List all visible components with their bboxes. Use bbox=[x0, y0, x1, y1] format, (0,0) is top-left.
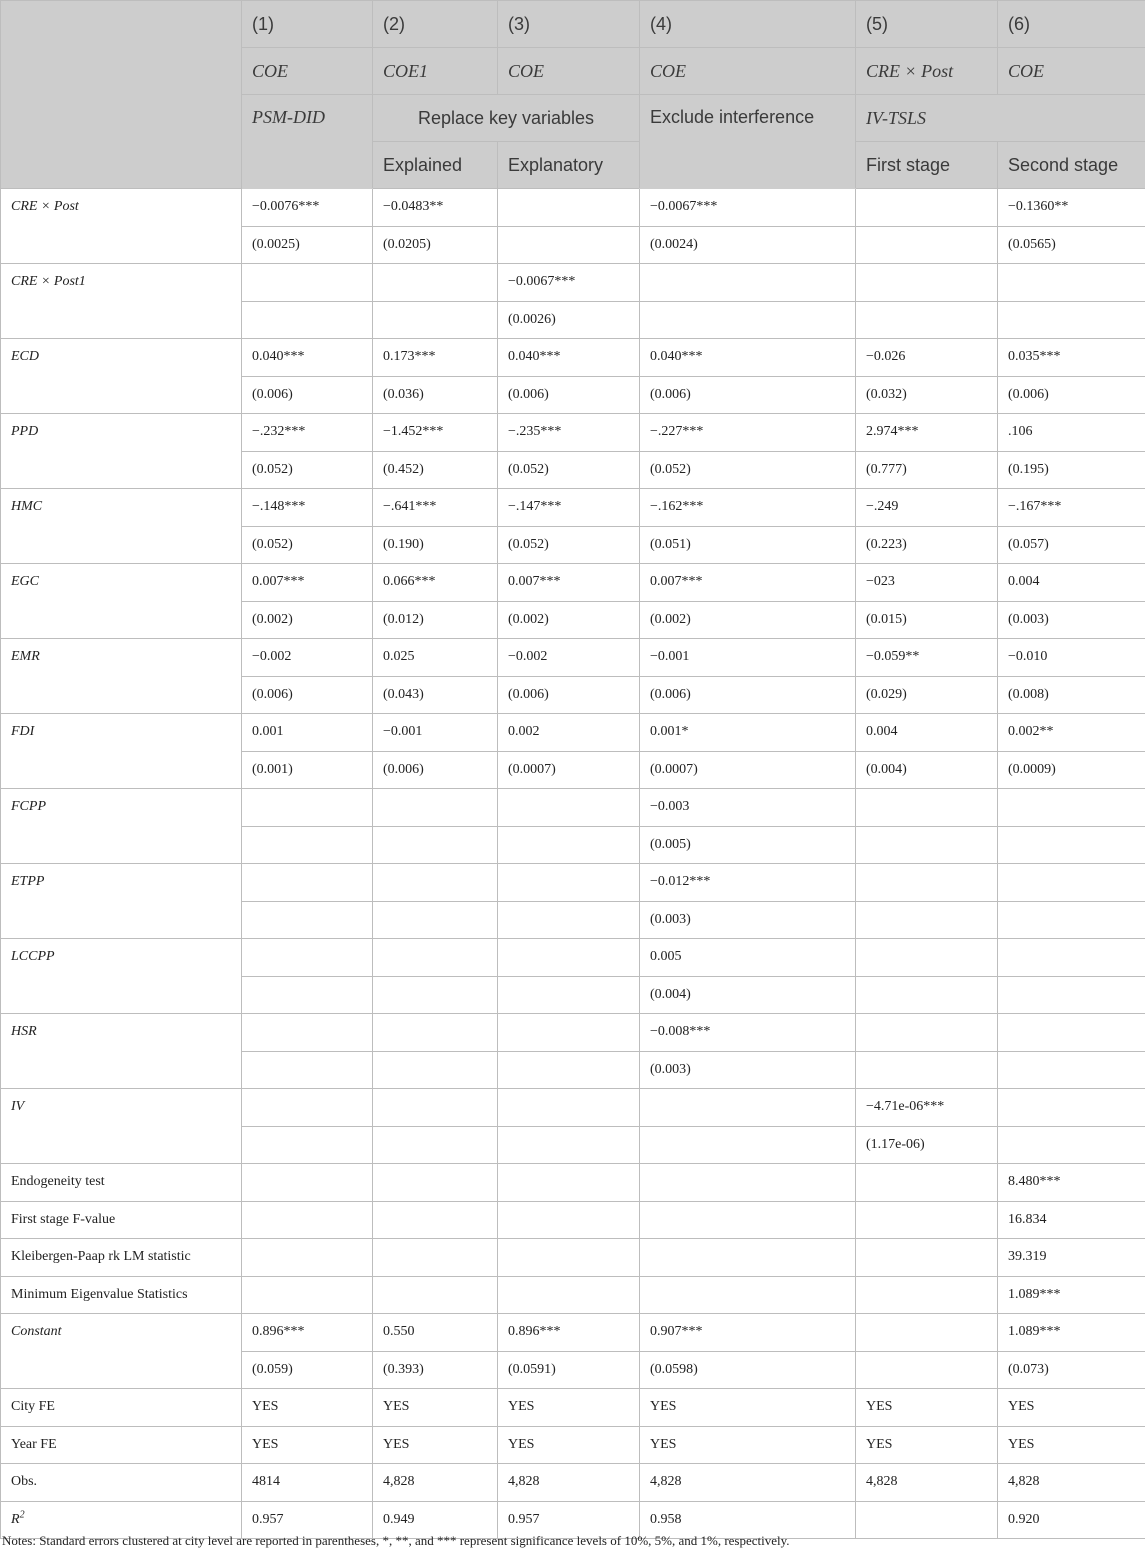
se-cell: (0.002) bbox=[498, 601, 640, 639]
se-cell: (0.002) bbox=[242, 601, 373, 639]
coef-cell bbox=[242, 939, 373, 977]
coef-cell bbox=[640, 264, 856, 302]
coef-cell: −0.008*** bbox=[640, 1014, 856, 1052]
value-cell bbox=[640, 1164, 856, 1202]
method-replace: Replace key variables bbox=[373, 95, 640, 142]
table-row bbox=[1, 264, 1145, 302]
se-cell bbox=[242, 976, 373, 1014]
se-cell bbox=[998, 826, 1145, 864]
se-cell: (0.052) bbox=[498, 451, 640, 489]
dep-var: COE1 bbox=[373, 48, 498, 95]
coef-cell: 0.173*** bbox=[373, 339, 498, 377]
se-cell: (0.452) bbox=[373, 451, 498, 489]
coef-cell bbox=[373, 864, 498, 902]
se-cell: (0.0026) bbox=[498, 301, 640, 339]
se-cell: (0.006) bbox=[373, 751, 498, 789]
se-cell bbox=[373, 1051, 498, 1089]
method-iv: IV-TSLS bbox=[856, 95, 1145, 142]
se-cell bbox=[373, 301, 498, 339]
se-cell: (0.777) bbox=[856, 451, 998, 489]
se-cell: (0.052) bbox=[242, 451, 373, 489]
value-cell: 4,828 bbox=[498, 1464, 640, 1502]
r2-base: R bbox=[11, 1511, 20, 1527]
table-row bbox=[1, 714, 1145, 752]
dep-var: COE bbox=[998, 48, 1145, 95]
se-cell: (0.006) bbox=[998, 376, 1145, 414]
coef-cell: 0.896*** bbox=[498, 1314, 640, 1352]
se-cell: (0.0205) bbox=[373, 226, 498, 264]
se-cell bbox=[998, 1051, 1145, 1089]
col-number: (6) bbox=[998, 1, 1145, 48]
coef-cell bbox=[498, 1089, 640, 1127]
se-cell: (0.043) bbox=[373, 676, 498, 714]
se-cell bbox=[498, 901, 640, 939]
row-label: Year FE bbox=[1, 1426, 242, 1464]
coef-cell: 0.040*** bbox=[640, 339, 856, 377]
coef-cell: −0.001 bbox=[640, 639, 856, 677]
coef-cell bbox=[998, 1089, 1145, 1127]
coef-cell bbox=[998, 939, 1145, 977]
dep-var: COE bbox=[242, 48, 373, 95]
coef-cell: −.147*** bbox=[498, 489, 640, 527]
value-cell: YES bbox=[856, 1426, 998, 1464]
se-cell: (0.008) bbox=[998, 676, 1145, 714]
coef-cell: 0.001 bbox=[242, 714, 373, 752]
value-cell: 0.920 bbox=[998, 1501, 1145, 1539]
se-cell: (0.001) bbox=[242, 751, 373, 789]
coef-cell bbox=[856, 864, 998, 902]
se-cell bbox=[373, 826, 498, 864]
coef-cell bbox=[373, 1014, 498, 1052]
r2-superscript: 2 bbox=[19, 1509, 25, 1521]
table-notes: Notes: Standard errors clustered at city level are reported in parentheses, *, **, and *** represent significance levels of 10%, 5%, and 1%, respectively. bbox=[2, 1533, 790, 1548]
coef-cell bbox=[498, 789, 640, 827]
row-label: PPD bbox=[1, 414, 242, 489]
se-cell: (1.17e-06) bbox=[856, 1126, 998, 1164]
se-cell: (0.073) bbox=[998, 1351, 1145, 1389]
se-cell: (0.003) bbox=[640, 1051, 856, 1089]
se-cell: (0.006) bbox=[242, 676, 373, 714]
coef-cell: −.641*** bbox=[373, 489, 498, 527]
se-cell bbox=[373, 1126, 498, 1164]
coef-cell: 0.896*** bbox=[242, 1314, 373, 1352]
se-cell: (0.032) bbox=[856, 376, 998, 414]
coef-cell bbox=[856, 1314, 998, 1352]
coef-cell: −0.010 bbox=[998, 639, 1145, 677]
coef-cell bbox=[856, 189, 998, 227]
se-cell: (0.190) bbox=[373, 526, 498, 564]
subhead-explanatory: Explanatory bbox=[498, 142, 640, 189]
se-cell: (0.005) bbox=[640, 826, 856, 864]
se-cell: (0.0598) bbox=[640, 1351, 856, 1389]
coef-cell: −0.002 bbox=[242, 639, 373, 677]
coef-cell: −.235*** bbox=[498, 414, 640, 452]
coef-cell: −0.0067*** bbox=[498, 264, 640, 302]
coef-cell bbox=[242, 264, 373, 302]
subhead-first-stage: First stage bbox=[856, 142, 998, 189]
se-cell bbox=[856, 826, 998, 864]
se-cell: (0.004) bbox=[640, 976, 856, 1014]
se-cell bbox=[242, 1126, 373, 1164]
table-row bbox=[1, 1089, 1145, 1127]
se-cell bbox=[856, 1351, 998, 1389]
value-cell: 0.949 bbox=[373, 1501, 498, 1539]
coef-cell bbox=[998, 864, 1145, 902]
coef-cell: 0.002** bbox=[998, 714, 1145, 752]
value-cell bbox=[498, 1164, 640, 1202]
value-cell bbox=[373, 1239, 498, 1277]
se-cell bbox=[998, 301, 1145, 339]
value-cell bbox=[242, 1164, 373, 1202]
coef-cell bbox=[373, 1089, 498, 1127]
se-cell: (0.006) bbox=[498, 676, 640, 714]
row-label: IV bbox=[1, 1089, 242, 1164]
value-cell: 4814 bbox=[242, 1464, 373, 1502]
se-cell: (0.052) bbox=[640, 451, 856, 489]
table-row bbox=[1, 489, 1145, 527]
value-cell: YES bbox=[242, 1389, 373, 1427]
coef-cell: −.249 bbox=[856, 489, 998, 527]
value-cell bbox=[856, 1239, 998, 1277]
value-cell: 16.834 bbox=[998, 1201, 1145, 1239]
table-row bbox=[1, 1014, 1145, 1052]
se-cell: (0.003) bbox=[640, 901, 856, 939]
se-cell: (0.052) bbox=[498, 526, 640, 564]
coef-cell: 0.007*** bbox=[640, 564, 856, 602]
se-cell: (0.059) bbox=[242, 1351, 373, 1389]
se-cell: (0.029) bbox=[856, 676, 998, 714]
se-cell: (0.006) bbox=[242, 376, 373, 414]
se-cell bbox=[856, 226, 998, 264]
value-cell: YES bbox=[998, 1389, 1145, 1427]
se-cell: (0.393) bbox=[373, 1351, 498, 1389]
coef-cell: −.232*** bbox=[242, 414, 373, 452]
coef-cell: 0.005 bbox=[640, 939, 856, 977]
se-cell: (0.057) bbox=[998, 526, 1145, 564]
value-cell bbox=[498, 1276, 640, 1314]
se-cell: (0.0007) bbox=[640, 751, 856, 789]
table-row bbox=[1, 1464, 1145, 1502]
coef-cell bbox=[856, 1014, 998, 1052]
value-cell: 0.957 bbox=[242, 1501, 373, 1539]
coef-cell: −4.71e-06*** bbox=[856, 1089, 998, 1127]
table-row bbox=[1, 939, 1145, 977]
se-cell: (0.0024) bbox=[640, 226, 856, 264]
coef-cell: 2.974*** bbox=[856, 414, 998, 452]
col-number: (5) bbox=[856, 1, 998, 48]
se-cell: (0.006) bbox=[640, 376, 856, 414]
se-cell: (0.004) bbox=[856, 751, 998, 789]
col-number: (4) bbox=[640, 1, 856, 48]
value-cell bbox=[856, 1164, 998, 1202]
value-cell: 4,828 bbox=[856, 1464, 998, 1502]
coef-cell bbox=[998, 1014, 1145, 1052]
table-row bbox=[1, 864, 1145, 902]
table-row bbox=[1, 564, 1145, 602]
se-cell bbox=[856, 901, 998, 939]
coef-cell: 0.040*** bbox=[498, 339, 640, 377]
coef-cell bbox=[998, 264, 1145, 302]
method-psm: PSM-DID bbox=[242, 95, 373, 189]
se-cell bbox=[856, 976, 998, 1014]
se-cell: (0.0565) bbox=[998, 226, 1145, 264]
se-cell bbox=[373, 976, 498, 1014]
value-cell: YES bbox=[998, 1426, 1145, 1464]
row-label: LCCPP bbox=[1, 939, 242, 1014]
coef-cell bbox=[856, 939, 998, 977]
se-cell bbox=[498, 1126, 640, 1164]
dep-var: COE bbox=[498, 48, 640, 95]
value-cell bbox=[640, 1201, 856, 1239]
se-cell: (0.002) bbox=[640, 601, 856, 639]
se-cell: (0.006) bbox=[640, 676, 856, 714]
row-label: HSR bbox=[1, 1014, 242, 1089]
row-label: First stage F-value bbox=[1, 1201, 242, 1239]
value-cell: 39.319 bbox=[998, 1239, 1145, 1277]
method-exclude: Exclude interference bbox=[640, 95, 856, 189]
coef-cell: −0.059** bbox=[856, 639, 998, 677]
coef-cell bbox=[373, 789, 498, 827]
coef-cell bbox=[498, 1014, 640, 1052]
se-cell bbox=[998, 901, 1145, 939]
value-cell bbox=[242, 1201, 373, 1239]
row-label: Minimum Eigenvalue Statistics bbox=[1, 1276, 242, 1314]
coef-cell: −.148*** bbox=[242, 489, 373, 527]
se-cell: (0.052) bbox=[242, 526, 373, 564]
value-cell: YES bbox=[856, 1389, 998, 1427]
table-row bbox=[1, 1426, 1145, 1464]
table-row bbox=[1, 1164, 1145, 1202]
dep-var: CRE × Post bbox=[856, 48, 998, 95]
dep-var: COE bbox=[640, 48, 856, 95]
coef-cell bbox=[640, 1089, 856, 1127]
value-cell bbox=[373, 1164, 498, 1202]
coef-cell bbox=[373, 264, 498, 302]
se-cell bbox=[242, 1051, 373, 1089]
value-cell: YES bbox=[498, 1426, 640, 1464]
se-cell bbox=[998, 976, 1145, 1014]
coef-cell bbox=[498, 939, 640, 977]
value-cell bbox=[640, 1276, 856, 1314]
row-label: CRE × Post bbox=[1, 189, 242, 264]
value-cell: YES bbox=[498, 1389, 640, 1427]
coef-cell bbox=[242, 1089, 373, 1127]
se-cell bbox=[242, 901, 373, 939]
row-label: ECD bbox=[1, 339, 242, 414]
table-row bbox=[1, 1389, 1145, 1427]
col-number: (3) bbox=[498, 1, 640, 48]
value-cell bbox=[242, 1276, 373, 1314]
se-cell bbox=[373, 901, 498, 939]
coef-cell: 0.550 bbox=[373, 1314, 498, 1352]
coef-cell bbox=[498, 189, 640, 227]
row-label: FDI bbox=[1, 714, 242, 789]
coef-cell: 0.004 bbox=[856, 714, 998, 752]
coef-cell: 0.004 bbox=[998, 564, 1145, 602]
coef-cell bbox=[856, 264, 998, 302]
coef-cell bbox=[242, 789, 373, 827]
coef-cell bbox=[242, 1014, 373, 1052]
value-cell: YES bbox=[640, 1426, 856, 1464]
value-cell bbox=[498, 1201, 640, 1239]
coef-cell: −0.001 bbox=[373, 714, 498, 752]
row-label: City FE bbox=[1, 1389, 242, 1427]
se-cell: (0.0009) bbox=[998, 751, 1145, 789]
se-cell bbox=[498, 826, 640, 864]
coef-cell: 1.089*** bbox=[998, 1314, 1145, 1352]
table-header bbox=[1, 1, 1145, 189]
col-number: (1) bbox=[242, 1, 373, 48]
coef-cell bbox=[242, 864, 373, 902]
se-cell: (0.0591) bbox=[498, 1351, 640, 1389]
se-cell bbox=[242, 301, 373, 339]
se-cell: (0.036) bbox=[373, 376, 498, 414]
coef-cell bbox=[498, 864, 640, 902]
value-cell bbox=[856, 1276, 998, 1314]
se-cell: (0.0007) bbox=[498, 751, 640, 789]
table-row bbox=[1, 639, 1145, 677]
value-cell: 4,828 bbox=[640, 1464, 856, 1502]
coef-cell: 0.040*** bbox=[242, 339, 373, 377]
coef-cell: −0.1360** bbox=[998, 189, 1145, 227]
coef-cell: −0.012*** bbox=[640, 864, 856, 902]
row-label: FCPP bbox=[1, 789, 242, 864]
se-cell bbox=[242, 826, 373, 864]
coef-cell: −0.026 bbox=[856, 339, 998, 377]
row-label: HMC bbox=[1, 489, 242, 564]
value-cell: 1.089*** bbox=[998, 1276, 1145, 1314]
row-label: Endogeneity test bbox=[1, 1164, 242, 1202]
se-cell: (0.015) bbox=[856, 601, 998, 639]
table-row bbox=[1, 1276, 1145, 1314]
coef-cell: −.162*** bbox=[640, 489, 856, 527]
table-row bbox=[1, 189, 1145, 227]
value-cell bbox=[373, 1276, 498, 1314]
se-cell bbox=[498, 976, 640, 1014]
se-cell bbox=[856, 301, 998, 339]
coef-cell: .106 bbox=[998, 414, 1145, 452]
coef-cell: −0.0067*** bbox=[640, 189, 856, 227]
se-cell bbox=[856, 1051, 998, 1089]
se-cell bbox=[498, 1051, 640, 1089]
row-label: EMR bbox=[1, 639, 242, 714]
coef-cell: 0.007*** bbox=[242, 564, 373, 602]
se-cell: (0.003) bbox=[998, 601, 1145, 639]
coef-cell: −0.0076*** bbox=[242, 189, 373, 227]
value-cell: YES bbox=[640, 1389, 856, 1427]
coef-cell: 0.002 bbox=[498, 714, 640, 752]
se-cell: (0.006) bbox=[498, 376, 640, 414]
se-cell: (0.223) bbox=[856, 526, 998, 564]
se-cell bbox=[640, 1126, 856, 1164]
value-cell: 0.957 bbox=[498, 1501, 640, 1539]
row-label: Obs. bbox=[1, 1464, 242, 1502]
coef-cell: −0.003 bbox=[640, 789, 856, 827]
se-cell bbox=[640, 301, 856, 339]
coef-cell: 0.066*** bbox=[373, 564, 498, 602]
value-cell bbox=[498, 1239, 640, 1277]
coef-cell: 0.001* bbox=[640, 714, 856, 752]
coef-cell: 0.025 bbox=[373, 639, 498, 677]
row-label: ETPP bbox=[1, 864, 242, 939]
se-cell: (0.195) bbox=[998, 451, 1145, 489]
value-cell: 8.480*** bbox=[998, 1164, 1145, 1202]
table-row bbox=[1, 1201, 1145, 1239]
row-label: CRE × Post1 bbox=[1, 264, 242, 339]
col-number: (2) bbox=[373, 1, 498, 48]
subhead-explained: Explained bbox=[373, 142, 498, 189]
row-label: EGC bbox=[1, 564, 242, 639]
table-row bbox=[1, 1314, 1145, 1352]
value-cell: 4,828 bbox=[373, 1464, 498, 1502]
subhead-second-stage: Second stage bbox=[998, 142, 1145, 189]
coef-cell bbox=[998, 789, 1145, 827]
coef-cell bbox=[373, 939, 498, 977]
table-row bbox=[1, 414, 1145, 452]
coef-cell: −023 bbox=[856, 564, 998, 602]
se-cell bbox=[498, 226, 640, 264]
table-row bbox=[1, 339, 1145, 377]
coef-cell: 0.007*** bbox=[498, 564, 640, 602]
coef-cell: 0.907*** bbox=[640, 1314, 856, 1352]
value-cell bbox=[640, 1239, 856, 1277]
coef-cell: −.227*** bbox=[640, 414, 856, 452]
se-cell: (0.012) bbox=[373, 601, 498, 639]
coef-cell: −0.002 bbox=[498, 639, 640, 677]
value-cell: 4,828 bbox=[998, 1464, 1145, 1502]
value-cell bbox=[373, 1201, 498, 1239]
value-cell: YES bbox=[242, 1426, 373, 1464]
coef-cell: −0.0483** bbox=[373, 189, 498, 227]
coef-cell: −.167*** bbox=[998, 489, 1145, 527]
row-label: Kleibergen-Paap rk LM statistic bbox=[1, 1239, 242, 1277]
table-body bbox=[1, 189, 1145, 1539]
coef-cell bbox=[856, 789, 998, 827]
value-cell bbox=[856, 1201, 998, 1239]
header-row-numbers bbox=[1, 1, 1145, 48]
value-cell bbox=[242, 1239, 373, 1277]
value-cell: 0.958 bbox=[640, 1501, 856, 1539]
table-row bbox=[1, 789, 1145, 827]
header-corner bbox=[1, 1, 242, 189]
se-cell bbox=[998, 1126, 1145, 1164]
row-label: Constant bbox=[1, 1314, 242, 1389]
value-cell: YES bbox=[373, 1389, 498, 1427]
coef-cell: −1.452*** bbox=[373, 414, 498, 452]
se-cell: (0.0025) bbox=[242, 226, 373, 264]
value-cell: YES bbox=[373, 1426, 498, 1464]
coef-cell: 0.035*** bbox=[998, 339, 1145, 377]
se-cell: (0.051) bbox=[640, 526, 856, 564]
table-row bbox=[1, 1239, 1145, 1277]
